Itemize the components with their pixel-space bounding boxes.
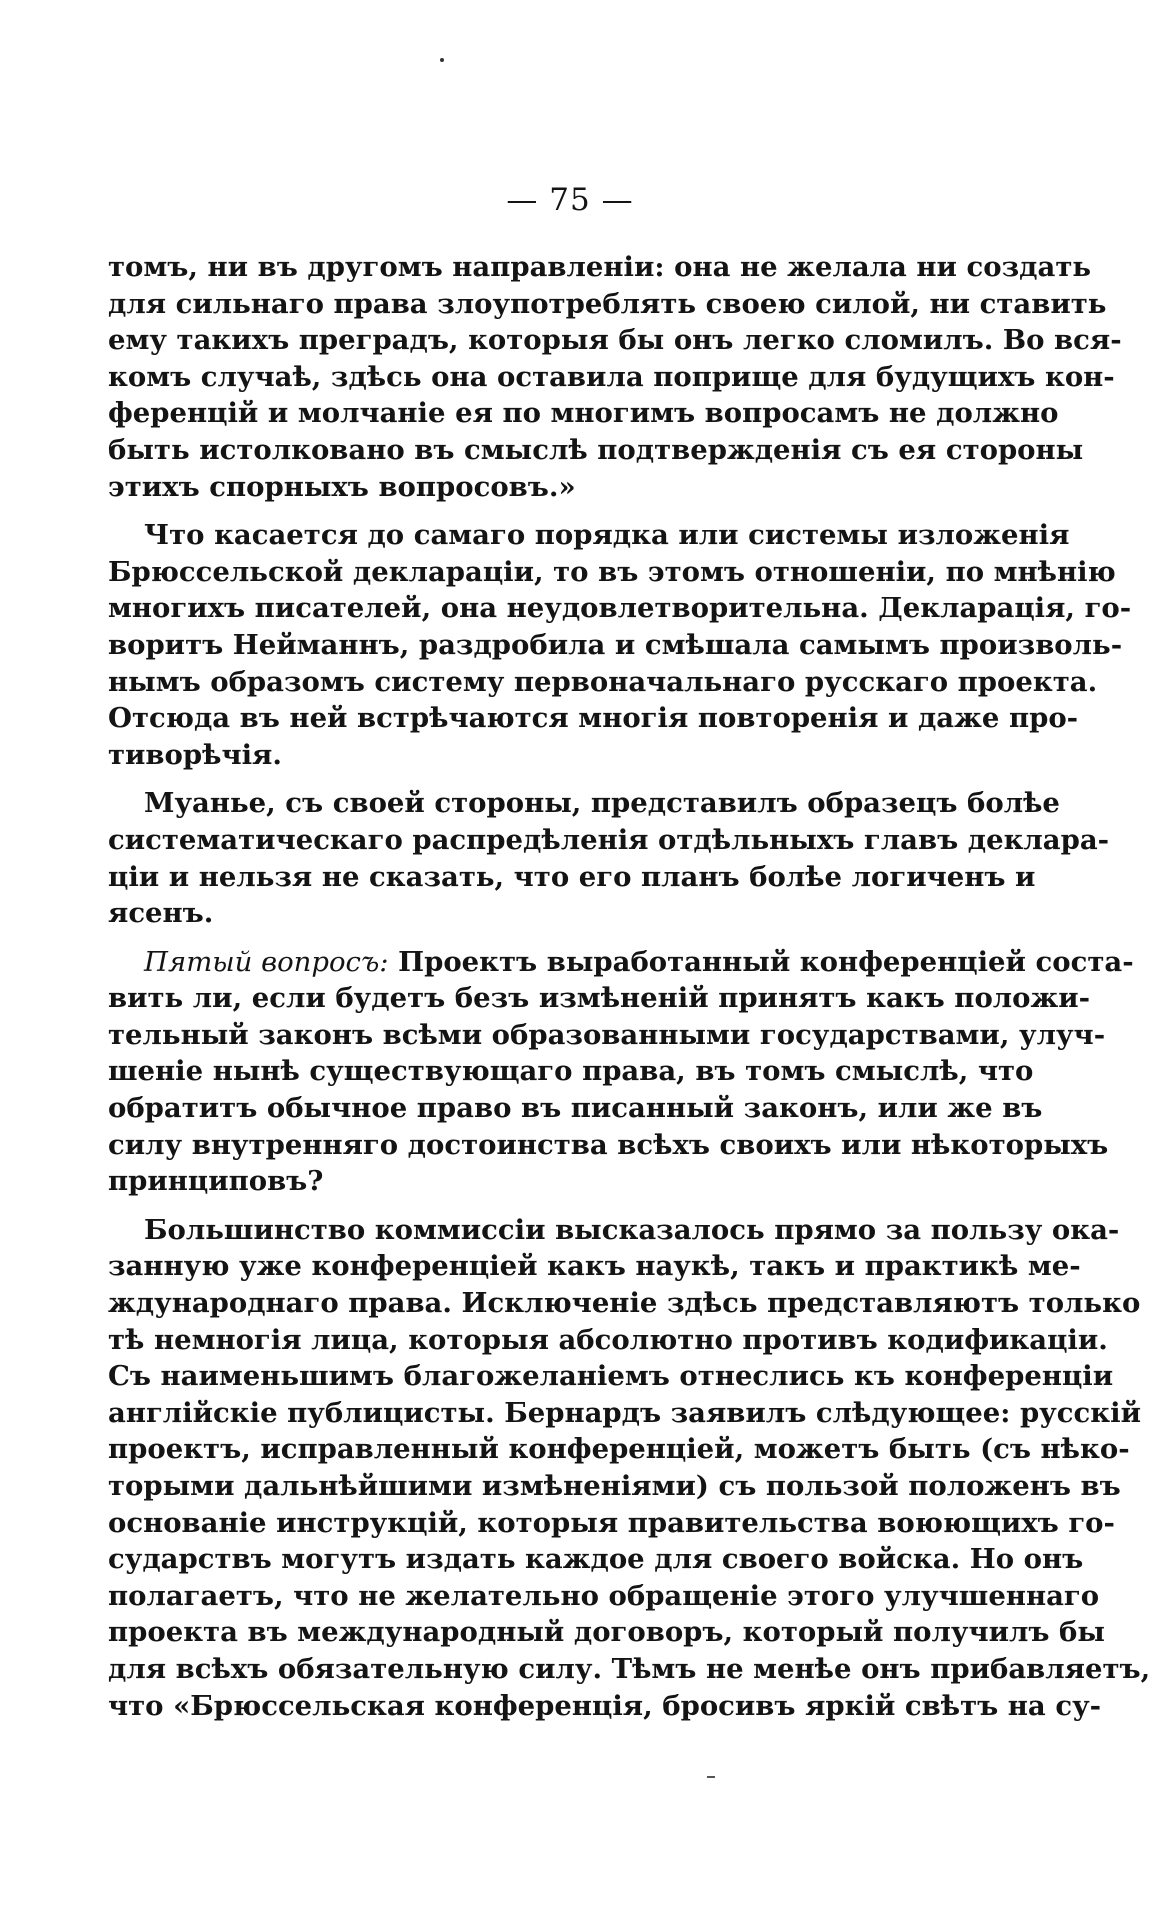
text-line: проекта въ международный договоръ, который получилъ бы xyxy=(108,1616,1105,1649)
text-line: комъ случаѣ, здѣсь она оставила поприще для будущихъ кон- xyxy=(108,360,1115,393)
text-line: Съ наименьшимъ благожеланіемъ отнеслись къ конференціи xyxy=(108,1360,1114,1393)
text-line: ему такихъ преградъ, которыя бы онъ легко сломилъ. Во вся- xyxy=(108,324,1122,357)
text-line: принциповъ? xyxy=(108,1165,324,1198)
text-line: обратитъ обычное право въ писанный законъ, или же въ xyxy=(108,1092,1043,1125)
text-line: основаніе инструкцій, которыя правительства воюющихъ го- xyxy=(108,1506,1115,1539)
text-line xyxy=(108,944,1134,981)
text-line: ждународнаго права. Исключеніе здѣсь представляютъ только xyxy=(108,1287,1141,1320)
text-line: ференцій и молчаніе ея по многимъ вопросамъ не должно xyxy=(108,397,1059,430)
text-line: быть истолковано въ смыслѣ подтвержденія съ ея стороны xyxy=(108,433,1084,466)
text-line: полагаетъ, что не желательно обращеніе этого улучшеннаго xyxy=(108,1579,1100,1612)
paragraph xyxy=(108,944,1134,1200)
text-line: англійскіе публицисты. Бернардъ заявилъ слѣдующее: русскій xyxy=(108,1396,1141,1429)
text-line: тѣ немногія лица, которыя абсолютно противъ кодификаціи. xyxy=(108,1323,1108,1356)
text-line: Отсюда въ ней встрѣчаются многія повторенія и даже про- xyxy=(108,702,1079,735)
text-line: нымъ образомъ систему первоначальнаго русскаго проекта. xyxy=(108,665,1098,698)
body-text xyxy=(108,249,1150,1724)
page-number: — 75 — xyxy=(506,182,634,218)
paragraph xyxy=(108,517,1132,773)
print-speck xyxy=(440,58,444,62)
print-speck xyxy=(707,1776,715,1778)
paragraph xyxy=(108,249,1122,505)
text-line: Брюссельской деклараціи, то въ этомъ отношеніи, по мнѣнію xyxy=(108,555,1116,588)
text-line: ясенъ. xyxy=(108,897,214,930)
text-run: Проектъ выработанный конференціей соста- xyxy=(398,945,1134,978)
text-line: тельный законъ всѣми образованными государствами, улуч- xyxy=(108,1018,1106,1051)
text-line: Большинство коммиссіи высказалось прямо за пользу ока- xyxy=(144,1213,1120,1246)
text-line: многихъ писателей, она неудовлетворительна. Декларація, го- xyxy=(108,592,1132,625)
paragraph xyxy=(108,1212,1150,1724)
text-line: для сильнаго права злоупотреблять своею силой, ни ставить xyxy=(108,287,1107,320)
text-line: ціи и нельзя не сказать, что его планъ болѣе логиченъ и xyxy=(108,860,1036,893)
text-line: тиворѣчія. xyxy=(108,738,282,771)
text-line: Что касается до самаго порядка или системы изложенія xyxy=(144,519,1070,552)
text-line: сударствъ могутъ издать каждое для своего войска. Но онъ xyxy=(108,1543,1084,1576)
text-line: томъ, ни въ другомъ направленіи: она не желала ни создать xyxy=(108,251,1092,283)
text-line: занную уже конференціей какъ наукѣ, такъ и практикѣ ме- xyxy=(108,1250,1081,1283)
text-line: силу внутренняго достоинства всѣхъ своихъ или нѣкоторыхъ xyxy=(108,1128,1109,1161)
question-lead: Пятый вопросъ: xyxy=(144,945,389,978)
text-line: что «Брюссельская конференція, бросивъ яркій свѣтъ на су- xyxy=(108,1689,1102,1722)
paragraph xyxy=(108,785,1110,931)
text-line: вить ли, если будетъ безъ измѣненій принятъ какъ положи- xyxy=(108,982,1091,1015)
text-line: торыми дальнѣйшими измѣненіями) съ пользой положенъ въ xyxy=(108,1470,1121,1502)
text-line: систематическаго распредѣленія отдѣльныхъ главъ деклара- xyxy=(108,823,1110,856)
text-line: воритъ Нейманнъ, раздробила и смѣшала самымъ произволь- xyxy=(108,628,1123,661)
text-line: для всѣхъ обязательную силу. Тѣмъ не менѣе онъ прибавляетъ, xyxy=(108,1652,1150,1685)
text-line: шеніе нынѣ существующаго права, въ томъ смыслѣ, что xyxy=(108,1055,1034,1088)
text-line: этихъ спорныхъ вопросовъ.» xyxy=(108,470,576,503)
text-line: Муанье, съ своей стороны, представилъ образецъ болѣе xyxy=(144,787,1060,820)
text-line: проектъ, исправленный конференціей, можетъ быть (съ нѣко- xyxy=(108,1433,1130,1466)
